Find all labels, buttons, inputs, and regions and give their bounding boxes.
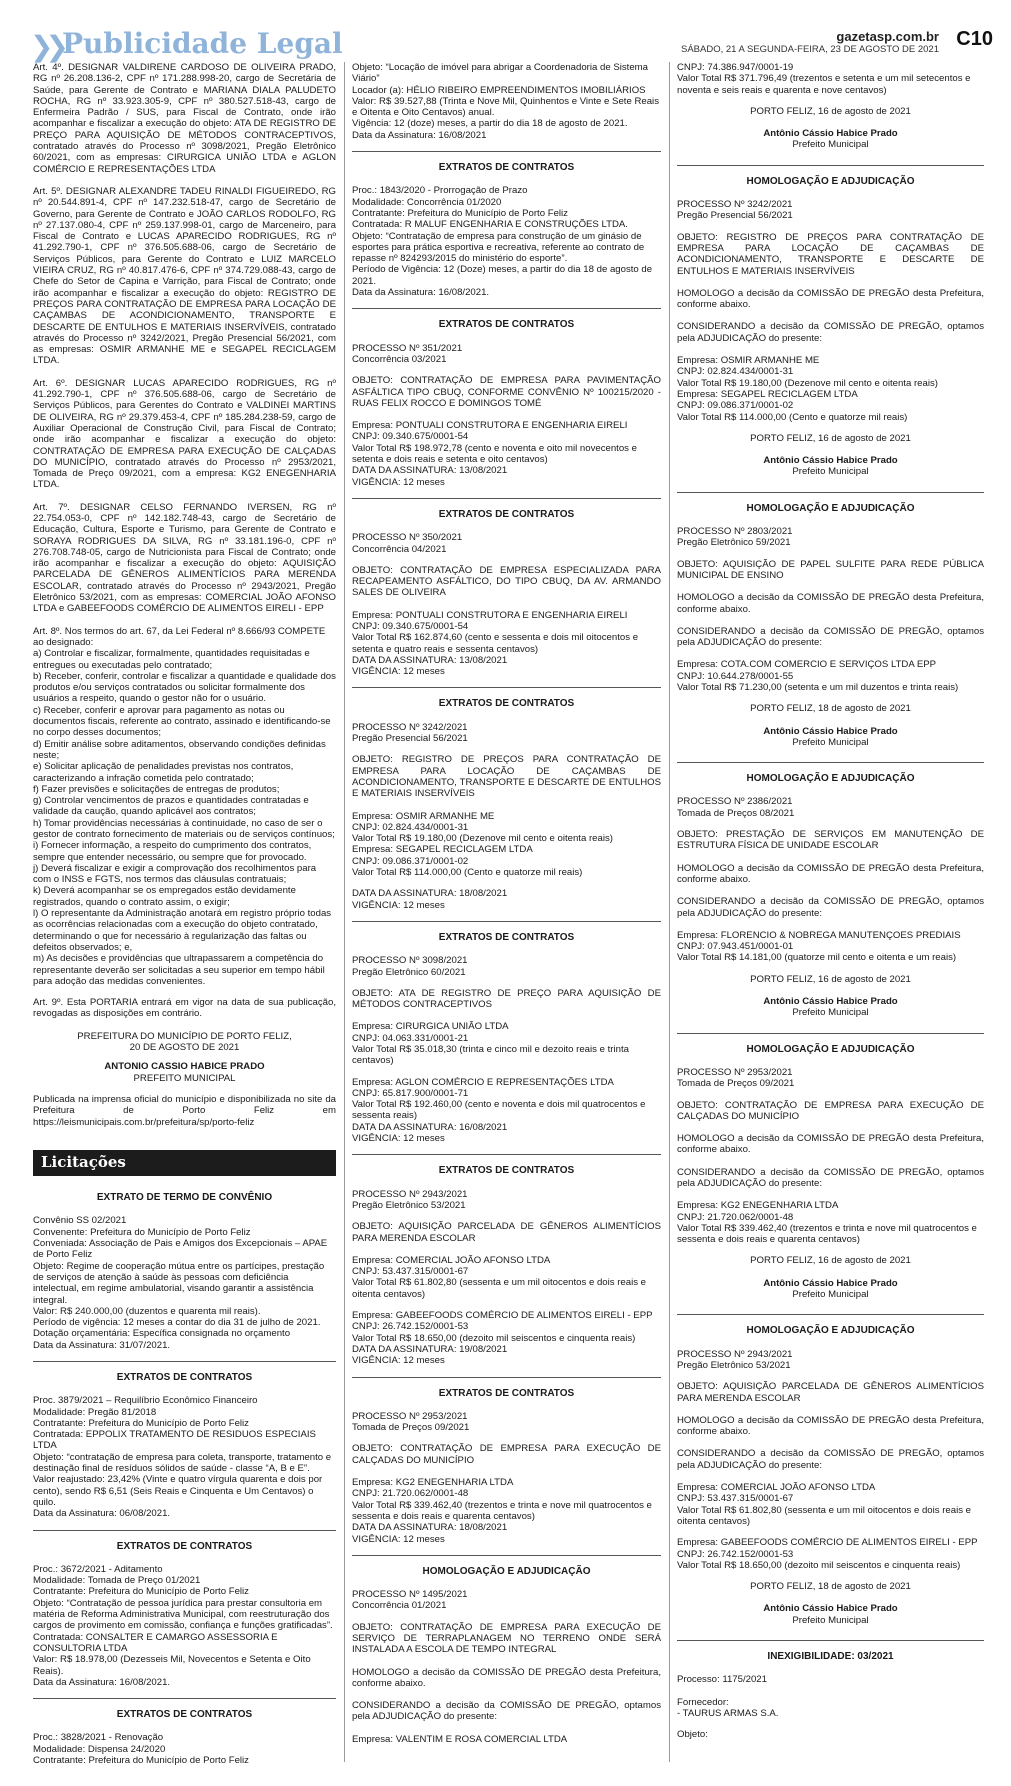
text-line: DATA DA ASSINATURA: 18/08/2021 [352, 888, 508, 900]
text-line: Proc.: 3672/2021 - Aditamento [33, 1563, 163, 1575]
section-heading: EXTRATO DE TERMO DE CONVÊNIO [96, 1192, 273, 1204]
objeto: OBJETO: AQUISIÇÃO DE PAPEL SULFITE PARA REDE PÚBLICA MUNICIPAL DE ENSINO [677, 558, 984, 581]
section-heading: HOMOLOGAÇÃO E ADJUDICAÇÃO [677, 1033, 984, 1055]
text-line: CNPJ: 53.437.315/0001-67 [677, 1493, 794, 1505]
text-line: PROCESSO Nº 3242/2021 [352, 721, 468, 733]
place-date: PORTO FELIZ, 16 de agosto de 2021 [750, 105, 911, 117]
process-id [352, 343, 661, 366]
column-3 [677, 62, 984, 1752]
text-line: PROCESSO Nº 1495/2021 [352, 1589, 468, 1601]
text-line: Dotação orçamentária: Específica consignada no orçamento [33, 1328, 291, 1340]
text-line: PROCESSO Nº 3242/2021 [677, 199, 793, 211]
considerando: CONSIDERANDO a decisão da COMISSÃO DE PREGÃO, optamos pela ADJUDICAÇÃO do presente: [677, 1448, 984, 1471]
text-line: CNPJ: 02.824.434/0001-31 [677, 366, 794, 378]
empresa-block [352, 1310, 661, 1366]
list-item: e) Solicitar aplicação de penalidades previstas nos contratos, caracterizando a infração cometida pelo contratado; [33, 761, 294, 784]
empresa-block [352, 610, 661, 678]
text-line: Empresa: SEGAPEL RECICLAGEM LTDA [352, 844, 533, 856]
text-line: Valor Total R$ 192.460,00 (cento e noventa e dois mil quatrocentos e sessenta reais) [352, 1099, 646, 1122]
empresa-block [677, 659, 984, 693]
section-heading: INEXIGIBILIDADE: 03/2021 [677, 1640, 984, 1662]
text-line: Valor: R$ 240.000,00 (duzentos e quarenta mil reais). [33, 1305, 261, 1317]
objeto: OBJETO: CONTRATAÇÃO DE EMPRESA PARA EXECUÇÃO DE CALÇADAS DO MUNICÍPIO [677, 1099, 984, 1122]
text-line: Empresa: COMERCIAL JOÃO AFONSO LTDA [677, 1482, 876, 1494]
process-id [352, 955, 661, 978]
text-line: Convenente: Prefeitura do Município de Porto Feliz [33, 1226, 251, 1238]
text-line: Tomada de Preços 09/2021 [677, 1078, 795, 1090]
text-line: Valor Total R$ 114.000,00 (Cento e quatorze mil reais) [677, 411, 908, 423]
text-line: Tomada de Preços 09/2021 [352, 1422, 470, 1434]
list-item: h) Tomar providências necessárias à continuidade, no caso de ser o gestor de contrato fornecimento de materiais ou de serviços contínuos; [33, 817, 335, 840]
objeto: Objeto: [677, 1729, 708, 1741]
text-line: Modalidade: Pregão 81/2018 [33, 1406, 157, 1418]
homologo: HOMOLOGO a decisão da COMISSÃO DE PREGÃO desta Prefeitura, conforme abaixo. [677, 1414, 984, 1438]
empresa-block [352, 1077, 661, 1145]
text-line: Empresa: GABEEFOODS COMÉRCIO DE ALIMENTOS EIRELI - EPP [352, 1310, 653, 1322]
section-heading: HOMOLOGAÇÃO E ADJUDICAÇÃO [677, 165, 984, 187]
text-line: Valor Total R$ 339.462,40 (trezentos e trinta e nove mil quatrocentos e sessenta e dois reais e quarenta centavos) [677, 1222, 977, 1246]
considerando: CONSIDERANDO a decisão da COMISSÃO DE PREGÃO, optamos pela ADJUDICAÇÃO do presente: [677, 1166, 984, 1189]
text-line: Proc. 3879/2021 – Requilíbrio Econômico Financeiro [33, 1395, 258, 1407]
section-heading: HOMOLOGAÇÃO E ADJUDICAÇÃO [677, 492, 984, 514]
text-line: CNPJ: 26.742.152/0001-53 [677, 1548, 794, 1560]
text-line: Empresa: SEGAPEL RECICLAGEM LTDA [677, 388, 858, 400]
list-item: d) Emitir análise sobre aditamentos, observando condições definidas neste; [33, 738, 326, 761]
text-line: Valor Total R$ 198.972,78 (cento e noventa e oito mil novecentos e setenta e dois reais e setenta e oito centavos) [352, 442, 637, 466]
article-8 [33, 626, 336, 988]
objeto: OBJETO: AQUISIÇÃO PARCELADA DE GÊNEROS ALIMENTÍCIOS PARA MERENDA ESCOLAR [677, 1381, 984, 1404]
section-heading: HOMOLOGAÇÃO E ADJUDICAÇÃO [352, 1555, 661, 1577]
text-line: Valor Total R$ 339.462,40 (trezentos e trinta e nove mil quatrocentos e sessenta e dois reais e quarenta centavos) [352, 1499, 652, 1522]
text-line: PROCESSO Nº 2953/2021 [677, 1066, 793, 1078]
text-line: Período de vigência: 12 meses a contar do dia 31 de julho de 2021. [33, 1317, 321, 1329]
empresa-block [677, 1482, 984, 1527]
text-line: PROCESSO Nº 2953/2021 [352, 1410, 468, 1422]
page-header [0, 0, 1011, 62]
homologo: HOMOLOGO a decisão da COMISSÃO DE PREGÃO desta Prefeitura, conforme abaixo. [352, 1666, 661, 1689]
signer-role: Prefeito Municipal [792, 139, 869, 151]
mayor-name: ANTONIO CASSIO HABICE PRADO [104, 1061, 265, 1073]
section-heading: EXTRATOS DE CONTRATOS [352, 1154, 661, 1176]
text-line: Data da Assinatura: 16/08/2021. [352, 287, 490, 299]
process-id [677, 796, 984, 819]
text-line: Vigência: 12 (doze) meses, a partir do dia 18 de agosto de 2021. [352, 118, 628, 130]
list-item: k) Deverá acompanhar se os empregados estão devidamente registrados, quando o contrato assim, o exigir; [33, 885, 296, 908]
objeto: OBJETO: CONTRATAÇÃO DE EMPRESA PARA EXECUÇÃO DE CALÇADAS DO MUNICÍPIO [352, 1443, 661, 1466]
text-line: VIGÊNCIA: 12 meses [352, 1355, 445, 1367]
text-line: Pregão Eletrônico 53/2021 [677, 1359, 791, 1371]
objeto: OBJETO: ATA DE REGISTRO DE PREÇO PARA AQUISIÇÃO DE MÉTODOS CONTRACEPTIVOS [352, 987, 661, 1011]
text-line: Empresa: COTA.COM COMERCIO E SERVIÇOS LTDA EPP [677, 659, 937, 671]
text-line: Valor Total R$ 61.802,80 (sessenta e um mil oitocentos e dois reais e oitenta centavos) [352, 1277, 647, 1300]
list-item: a) Controlar e fiscalizar, formalmente, quantidades requisitadas e entregues ou executadas pelo contratado; [33, 648, 310, 671]
article-5: Art. 5º. DESIGNAR ALEXANDRE TADEU RINALDI FIGUEIREDO, RG nº 20.544.891-4, CPF nº 147.232.518-47, cargo de Secretário de Governo, para Gerente de Contrato e JOÃO CARLOS RODOLFO, RG nº 27.137.080-4, CPF nº 259.137.998-01, cargo de Marceneiro, para Fiscal de Contrato e LUCAS APARECIDO RODRIGUES, RG nº 41.292.790-1, CPF nº 376.505.688-06, cargo de Secretário de Serviços Públicos, para Gerente do Contrato e LUIZ MARCELO VIEIRA CRUZ, RG nº 40.817.476-6, CPF nº 374.729.088-43, cargo de Chefe do Setor de Capina e Varrição, para Fiscal de Contrato; onde irão acompanhar e fiscalizar a execução do objeto: REGISTRO DE PREÇOS PARA CONTRATAÇÃO DE EMPRESA PARA LOCAÇÃO DE CAÇAMBAS DE ACONDICIONAMENTO, TRANSPORTE E DESCARTE DE ENTULHOS E MATERIAIS INSERVÍVEIS, contratado através do Processo nº 3242/2021, Pregão Presencial 56/2021, com as empresas: OSMIR ARMANHE ME e SEGAPEL RECICLAGEM LTDA. [33, 185, 336, 367]
publication-note: Publicada na imprensa oficial do município e disponibilizada no site da Prefeitura de Porto Feliz em https://leismunicipais.com.br/prefeitura/sp/porto-feliz [33, 1093, 336, 1128]
text-line: CNPJ: 09.086.371/0001-02 [677, 400, 794, 412]
signature-date [352, 888, 661, 911]
empresa-block [352, 1255, 661, 1300]
signer-name: Antônio Cássio Habice Prado [763, 1277, 898, 1289]
considerando: CONSIDERANDO a decisão da COMISSÃO DE PREGÃO, optamos pela ADJUDICAÇÃO do presente: [677, 625, 984, 649]
text-line: Concorrência 01/2021 [352, 1600, 447, 1612]
text-line: Contratada: R MALUF ENGENHARIA E CONSTRUÇÕES LTDA. [352, 219, 628, 231]
prefeitura-line: PREFEITURA DO MUNICÍPIO DE PORTO FELIZ, [77, 1030, 292, 1042]
objeto: OBJETO: AQUISIÇÃO PARCELADA DE GÊNEROS ALIMENTÍCIOS PARA MERENDA ESCOLAR [352, 1221, 661, 1244]
text-line: Modalidade: Tomada de Preço 01/2021 [33, 1575, 201, 1587]
section-heading: EXTRATOS DE CONTRATOS [33, 1698, 336, 1720]
extrato-block [33, 1564, 336, 1688]
empresa-block [352, 420, 661, 488]
signature [677, 1603, 984, 1626]
article-8-intro: Art. 8º. Nos termos do art. 67, da Lei Federal nº 8.666/93 COMPETE ao designado: [33, 625, 326, 648]
text-line: Valor Total R$ 114.000,00 (Cento e quatorze mil reais) [352, 867, 583, 879]
text-line: DATA DA ASSINATURA: 13/08/2021 [352, 465, 508, 477]
text-line: Valor Total R$ 19.180,00 (Dezenove mil cento e oitenta reais) [677, 377, 938, 389]
section-heading: EXTRATOS DE CONTRATOS [352, 921, 661, 943]
section-heading: EXTRATOS DE CONTRATOS [33, 1361, 336, 1383]
text-line: Empresa: PONTUALI CONSTRUTORA E ENGENHARIA EIRELI [352, 420, 628, 432]
text-line: Valor: R$ 18.978,00 (Dezesseis Mil, Novecentos e Setenta e Oito Reais). [33, 1654, 311, 1677]
process-id [352, 1189, 661, 1212]
column-divider [344, 62, 345, 1762]
text-line: Objeto: “Contratação de pessoa jurídica para prestar consultoria em matéria de Reforma Administrativa Municipal, com reestruturação dos cargos de provimento em comissão, confiança e funções gratificadas”. [33, 1597, 333, 1632]
text-line: VIGÊNCIA: 12 meses [352, 899, 445, 911]
text-line: PROCESSO Nº 350/2021 [352, 532, 463, 544]
homologo: HOMOLOGO a decisão da COMISSÃO DE PREGÃO desta Prefeitura, conforme abaixo. [677, 592, 984, 615]
process-id [352, 722, 661, 745]
text-line: Valor Total R$ 14.181,00 (quatorze mil cento e oitenta e um reais) [677, 952, 957, 964]
signer-role: Prefeito Municipal [792, 736, 869, 748]
objeto: OBJETO: REGISTRO DE PREÇOS PARA CONTRATAÇÃO DE EMPRESA PARA LOCAÇÃO DE CAÇAMBAS DE ACONDICIONAMENTO, TRANSPORTE E DESCARTE DE ENTULHOS E MATERIAIS INSERVÍVEIS [677, 231, 984, 277]
text-line: Modalidade: Concorrência 01/2020 [352, 196, 502, 208]
text-line: Valor Total R$ 371.796,49 (trezentos e setenta e um mil setecentos e noventa e seis reais e quarenta e nove centavos) [677, 73, 971, 96]
text-line: Concorrência 04/2021 [352, 543, 447, 555]
homologo: HOMOLOGO a decisão da COMISSÃO DE PREGÃO desta Prefeitura, conforme abaixo. [677, 862, 984, 885]
text-line: Pregão Eletrônico 59/2021 [677, 537, 791, 549]
article-7: Art. 7º. DESIGNAR CELSO FERNANDO IVERSEN, RG nº 22.754.053-0, CPF nº 142.182.748-43, cargo de Secretário de Educação, Cultura, Esporte e Turismo, para Gerente de Contrato e SORAYA RODRIGUES DA SILVA, RG nº 33.181.196-0, CPF nº 276.708.748-05, cargo de Nutricionista para Fiscal de Contrato; onde irão acompanhar e fiscalizar a execução do objeto: AQUISIÇÃO PARCELADA DE GÊNEROS ALIMENTÍCIOS PARA MERENDA ESCOLAR, contratado através do Processo nº 2943/2021, Pregão Eletrônico 53/2021, com as empresas: COMERCIAL JOÃO AFONSO LTDA e GABEEFOODS COMÉRCIO DE ALIMENTOS EIRELI - EPP [33, 501, 336, 615]
text-line: DATA DA ASSINATURA: 18/08/2021 [352, 1522, 508, 1534]
text-line: Empresa: KG2 ENEGENHARIA LTDA [352, 1477, 514, 1489]
text-line: Data da Assinatura: 31/07/2021. [33, 1339, 171, 1351]
signer-role: Prefeito Municipal [792, 466, 869, 478]
process-id [677, 199, 984, 222]
place-date: PORTO FELIZ, 16 de agosto de 2021 [750, 432, 911, 444]
text-line: Empresa: KG2 ENEGENHARIA LTDA [677, 1200, 839, 1212]
considerando: CONSIDERANDO a decisão da COMISSÃO DE PREGÃO, optamos pela ADJUDICAÇÃO do presente: [677, 896, 984, 919]
text-line: CNPJ: 07.943.451/0001-01 [677, 941, 794, 953]
text-line: CNPJ: 53.437.315/0001-67 [352, 1266, 469, 1278]
empresa-block [677, 355, 984, 423]
section-heading: HOMOLOGAÇÃO E ADJUDICAÇÃO [677, 1314, 984, 1336]
text-line: CNPJ: 21.720.062/0001-48 [677, 1211, 794, 1223]
place-date: PORTO FELIZ, 18 de agosto de 2021 [750, 703, 911, 715]
section-heading: EXTRATOS DE CONTRATOS [352, 308, 661, 330]
section-heading: EXTRATOS DE CONTRATOS [352, 151, 661, 173]
objeto: OBJETO: CONTRATAÇÃO DE EMPRESA PARA EXECUÇÃO DE SERVIÇO DE TERRAPLANAGEM NO TERRENO ONDE SERÁ INSTALADA A ESCOLA DE TEMPO INTEGRAL [352, 1621, 661, 1656]
text-line: Objeto: “Contratação de empresa para construção de um ginásio de esportes para prática esportiva e recreativa, referente ao contrato de repasse nº 824293/2015 do ministério do esporte”. [352, 230, 645, 265]
section-heading: HOMOLOGAÇÃO E ADJUDICAÇÃO [677, 762, 984, 784]
empresa-block [677, 1537, 984, 1571]
list-item: g) Controlar vencimentos de prazos e quantidades contratadas e validade da caução, quando aplicável aos contratos; [33, 795, 309, 818]
text-line: Empresa: GABEEFOODS COMÉRCIO DE ALIMENTOS EIRELI - EPP [677, 1537, 978, 1549]
text-line: Fornecedor: [677, 1696, 729, 1708]
article-6: Art. 6º. DESIGNAR LUCAS APARECIDO RODRIGUES, RG nº 41.292.790-1, CPF nº 376.505.688-06, cargo de Secretário de Serviços Públicos, para Gerentes do Contrato e VALDINEI MARTINS DE OLIVEIRA, RG nº 29.379.453-4, CPF nº 185.284.238-59, cargo de Auxiliar Operacional de Construção Civil, para Fiscal de Contrato; onde irão acompanhar e fiscalizar a execução do objeto: CONTRATAÇÃO DE EMPRESA PARA EXECUÇÃO DE CALÇADAS DO MUNICÍPIO, contratado através do Processo nº 2953/2021, Tomada de Preço 09/2021, com a empresa: KG2 ENEGENHARIA LTDA. [33, 377, 336, 491]
page-number: C10 [956, 28, 993, 50]
text-line: Valor reajustado: 23,42% (Vinte e quatro vírgula quarenta e dois por cento), sendo R$ 6,51 (Seis Reais e Cinquenta e Um Centavos) o quilo. [33, 1474, 323, 1508]
section-heading: EXTRATOS DE CONTRATOS [33, 1530, 336, 1552]
process-id [352, 532, 661, 555]
homologo: HOMOLOGO a decisão da COMISSÃO DE PREGÃO desta Prefeitura, conforme abaixo. [677, 1133, 984, 1156]
text-line: Proc.: 1843/2020 - Prorrogação de Prazo [352, 185, 528, 197]
process-id [677, 1349, 984, 1372]
signature [677, 996, 984, 1019]
text-line: Contratada: CONSALTER E CAMARGO ASSESSORIA E CONSULTORIA LTDA [33, 1631, 278, 1654]
text-line: Data da Assinatura: 16/08/2021 [352, 129, 487, 141]
edition-date: SÁBADO, 21 A SEGUNDA-FEIRA, 23 DE AGOSTO DE 2021 [680, 44, 939, 55]
text-line: Tomada de Preços 08/2021 [677, 807, 795, 819]
text-line: Concorrência 03/2021 [352, 353, 447, 365]
process-id [677, 526, 984, 549]
text-line: Empresa: CIRURGICA UNIÃO LTDA [352, 1021, 509, 1033]
empresa-block [677, 1200, 984, 1245]
text-line: Empresa: AGLON COMÉRCIO E REPRESENTAÇÕES LTDA [352, 1076, 614, 1088]
column-2 [352, 62, 661, 1756]
text-line: CNPJ: 74.386.947/0001-19 [677, 62, 794, 73]
text-line: Valor Total R$ 35.018,30 (trinta e cinco mil e dezoito reais e trinta centavos) [352, 1044, 629, 1067]
empresa: Empresa: VALENTIM E ROSA COMERCIAL LTDA [352, 1733, 568, 1745]
text-line: Convênio SS 02/2021 [33, 1215, 127, 1227]
text-line: Pregão Presencial 56/2021 [352, 733, 468, 745]
article-9: Art. 9º. Esta PORTARIA entrará em vigor na data de sua publicação, revogadas as disposições em contrário. [33, 997, 336, 1020]
text-line: VIGÊNCIA: 12 meses [352, 476, 445, 488]
processo: Processo: 1175/2021 [677, 1674, 767, 1686]
signer-name: Antônio Cássio Habice Prado [763, 128, 898, 140]
text-line: CNPJ: 65.817.900/0001-71 [352, 1087, 469, 1099]
convenio-block [33, 1215, 336, 1351]
empresa-block [352, 1477, 661, 1545]
signer-name: Antônio Cássio Habice Prado [763, 725, 898, 737]
text-line: Valor Total R$ 18.650,00 (dezoito mil seiscentos e cinquenta reais) [352, 1332, 636, 1344]
empresa-block [352, 811, 661, 879]
place-date: PORTO FELIZ, 18 de agosto de 2021 [750, 1581, 911, 1593]
text-line: Locador (a): HÉLIO RIBEIRO EMPREENDIMENTOS IMOBILIÁRIOS [352, 84, 646, 96]
signer-role: Prefeito Municipal [792, 1289, 869, 1301]
place-date: PORTO FELIZ, 16 de agosto de 2021 [750, 973, 911, 985]
signature [677, 455, 984, 478]
text-line: PROCESSO Nº 2803/2021 [677, 526, 793, 538]
text-line: Período de Vigência: 12 (Doze) meses, a partir do dia 18 de agosto de 2021. [352, 264, 653, 287]
text-line: CNPJ: 10.644.278/0001-55 [677, 670, 794, 682]
objeto: OBJETO: CONTRATAÇÃO DE EMPRESA ESPECIALIZADA PARA RECAPEAMENTO ASFÁLTICO, DO TIPO CBUQ, DA AV. ARMANDO SALES DE OLIVEIRA [352, 564, 661, 599]
text-line: CNPJ: 09.340.675/0001-54 [352, 620, 469, 632]
text-line: VIGÊNCIA: 12 meses [352, 1133, 445, 1145]
text-line: Empresa: FLORENCIO & NOBREGA MANUTENÇOES PREDIAIS [677, 929, 961, 941]
signer-name: Antônio Cássio Habice Prado [763, 1603, 898, 1615]
signature [677, 726, 984, 749]
licitacoes-header: Licitações [33, 1150, 336, 1176]
text-line: DATA DA ASSINATURA: 19/08/2021 [352, 1343, 508, 1355]
process-id [352, 1411, 661, 1434]
list-item: c) Receber, conferir e aprovar para pagamento as notas ou documentos fiscais, referente ao contrato, assinado e identificando-se no corpo desses documentos; [33, 704, 331, 739]
text-line: Data da Assinatura: 16/08/2021. [33, 1676, 171, 1688]
text-line: Contratante: Prefeitura do Município de Porto Feliz [33, 1586, 249, 1598]
signer-role: Prefeito Municipal [792, 1614, 869, 1626]
text-line: DATA DA ASSINATURA: 16/08/2021 [352, 1121, 508, 1133]
text-line: Pregão Eletrônico 60/2021 [352, 966, 466, 978]
text-line: CNPJ: 09.340.675/0001-54 [352, 431, 469, 443]
extrato-block [352, 185, 661, 298]
text-line: Objeto: “contratação de empresa para coleta, transporte, tratamento e destinação final de resíduos sólidos de saúde - classe “A, B e E”. [33, 1451, 332, 1475]
text-line: Contratante: Prefeitura do Município de Porto Feliz [33, 1417, 249, 1429]
considerando: CONSIDERANDO a decisão da COMISSÃO DE PREGÃO, optamos pela ADJUDICAÇÃO do presente: [352, 1700, 661, 1723]
text-line: CNPJ: 04.063.331/0001-21 [352, 1032, 469, 1044]
column-divider [669, 62, 670, 1762]
text-line: - TAURUS ARMAS S.A. [677, 1707, 779, 1719]
fornecedor [677, 1697, 984, 1720]
text-line: Empresa: OSMIR ARMANHE ME [677, 355, 820, 367]
text-line: Pregão Eletrônico 53/2021 [352, 1199, 466, 1211]
article-4: Art. 4º. DESIGNAR VALDIRENE CARDOSO DE OLIVEIRA PRADO, RG nº 26.208.136-2, CPF nº 171.288.998-20, cargo de Secretária de Saúde, para Gerente de Contrato e MARIANA DIALA PALUDETO ROCHA, RG nº 33.923.305-9, CPF nº 380.527.518-43, cargo de Enfermeira Padrão / SUS, para Fiscal de Contrato, onde irão acompanhar e fiscalizar a execução do objeto: ATA DE REGISTRO DE PREÇO PARA AQUISIÇÃO DE MÉTODOS CONTRACEPTIVOS, contratado através do Processo nº 3098/2021, Pregão Eletrônico 60/2021, com as empresas: CIRURGICA UNIÃO LTDA e AGLON COMÉRCIO E REPRESENTAÇÕES LTDA [33, 62, 336, 175]
text-line: Valor: R$ 39.527,88 (Trinta e Nove Mil, Quinhentos e Vinte e Sete Reais e Oitenta e Oito Centavos) anual. [352, 95, 659, 119]
section-title: Publicidade Legal [62, 27, 343, 60]
text-line: Contratante: Prefeitura do Município de Porto Feliz [352, 207, 568, 219]
text-line: DATA DA ASSINATURA: 13/08/2021 [352, 654, 508, 666]
mayor-signature [33, 1061, 336, 1084]
mayor-title: PREFEITO MUNICIPAL [133, 1072, 236, 1084]
list-item: l) O representante da Administração anotará em registro próprio todas as ocorrências relacionadas com a execução do objeto contratado, determinando o que for necessário à regularização das faltas ou defeitos observados; e, [33, 908, 332, 953]
text-line: Objeto: Regime de cooperação mútua entre os partícipes, prestação de serviços de atenção à saúde às pessoas com deficiência intelectual, em regime ambulatorial, visando garantir a assistência integral. [33, 1260, 325, 1306]
section-heading: EXTRATOS DE CONTRATOS [352, 1377, 661, 1399]
objeto: OBJETO: PRESTAÇÃO DE SERVIÇOS EM MANUTENÇÃO DE ESTRUTURA FÍSICA DE UNIDADE ESCOLAR [677, 829, 984, 852]
text-line: Valor Total R$ 61.802,80 (sessenta e um mil oitocentos e dois reais e oitenta centavos) [677, 1504, 972, 1527]
signature [677, 1278, 984, 1301]
list-item: f) Fazer previsões e solicitações de entregas de produtos; [33, 783, 280, 795]
process-id [677, 1067, 984, 1090]
double-chevron-icon: ❯❯ [30, 30, 61, 63]
text-line: CNPJ: 02.824.434/0001-31 [352, 821, 469, 833]
extrato-continuation [352, 62, 661, 141]
section-heading: EXTRATOS DE CONTRATOS [352, 687, 661, 709]
text-line: PROCESSO Nº 3098/2021 [352, 955, 468, 967]
text-line: Contratante: Prefeitura do Município de Porto Feliz [33, 1755, 249, 1766]
empresa-block [677, 930, 984, 964]
text-line: Valor Total R$ 18.650,00 (dezoito mil seiscentos e cinquenta reais) [677, 1559, 961, 1571]
text-line: VIGÊNCIA: 12 meses [352, 666, 445, 678]
considerando: CONSIDERANDO a decisão da COMISSÃO DE PREGÃO, optamos pela ADJUDICAÇÃO do presente: [677, 321, 984, 344]
text-line: PROCESSO Nº 351/2021 [352, 342, 463, 354]
text-line: PROCESSO Nº 2943/2021 [677, 1348, 793, 1360]
text-line: Valor Total R$ 162.874,60 (cento e sessenta e dois mil oitocentos e setenta e quatro reais e sessenta centavos) [352, 632, 639, 655]
prefeitura-date: 20 DE AGOSTO DE 2021 [129, 1042, 240, 1054]
text-line: Proc.: 3828/2021 - Renovação [33, 1732, 164, 1744]
text-line: VIGÊNCIA: 12 meses [352, 1533, 445, 1545]
objeto: OBJETO: CONTRATAÇÃO DE EMPRESA PARA PAVIMENTAÇÃO ASFÁLTICA TIPO CBUQ, CONFORME CONVÊNIO Nº 100215/2020 - RUAS FELIX ROCCO E DOMINGOS TOMÉ [352, 375, 661, 409]
empresa-block [352, 1021, 661, 1066]
text-line: CNPJ: 21.720.062/0001-48 [352, 1488, 469, 1500]
text-line: CNPJ: 26.742.152/0001-53 [352, 1321, 469, 1333]
text-line: Modalidade: Dispensa 24/2020 [33, 1743, 166, 1755]
text-line: Valor Total R$ 71.230,00 (setenta e um mil duzentos e trinta reais) [677, 681, 959, 693]
objeto: OBJETO: REGISTRO DE PREÇOS PARA CONTRATAÇÃO DE EMPRESA PARA LOCAÇÃO DE CAÇAMBAS DE ACONDICIONAMENTO, TRANSPORTE E DESCARTE DE ENTULHOS E MATERIAIS INSERVÍVEIS [352, 754, 661, 800]
section-heading: EXTRATOS DE CONTRATOS [352, 498, 661, 520]
process-id [352, 1589, 661, 1612]
prefeitura-signature [33, 1031, 336, 1054]
site-name[interactable]: gazetasp.com.br [836, 29, 939, 44]
signer-name: Antônio Cássio Habice Prado [763, 996, 898, 1008]
text-line: Empresa: OSMIR ARMANHE ME [352, 810, 495, 822]
text-line: Objeto: “Locação de imóvel para abrigar a Coordenadoria de Sistema Viário” [352, 62, 648, 85]
list-item: i) Fornecer informação, a respeito do cumprimento dos contratos, sempre que entender necessário, ou sempre que for provocado. [33, 840, 312, 863]
place-date: PORTO FELIZ, 16 de agosto de 2021 [750, 1255, 911, 1267]
text-line: CNPJ: 09.086.371/0001-02 [352, 855, 469, 867]
text-line: Contratada: EPPOLIX TRATAMENTO DE RESIDUOS ESPECIAIS LTDA [33, 1429, 316, 1452]
signature [677, 128, 984, 151]
text-line: Pregão Presencial 56/2021 [677, 210, 793, 222]
text-line: Conveniada: Associação de Pais e Amigos dos Excepcionais – APAE de Porto Feliz [33, 1238, 328, 1261]
text-line: Empresa: COMERCIAL JOÃO AFONSO LTDA [352, 1254, 551, 1266]
extrato-block [33, 1732, 336, 1766]
extrato-block [33, 1395, 336, 1519]
list-item: m) As decisões e providências que ultrapassarem a competência do representante deverão ser solicitadas a seu superior em tempo hábil para adoção das medidas convenientes. [33, 953, 325, 987]
signer-role: Prefeito Municipal [792, 1007, 869, 1019]
continuation [677, 62, 984, 96]
text-line: Empresa: PONTUALI CONSTRUTORA E ENGENHARIA EIRELI [352, 609, 628, 621]
homologo: HOMOLOGO a decisão da COMISSÃO DE PREGÃO desta Prefeitura, conforme abaixo. [677, 287, 984, 311]
column-1 [33, 62, 336, 1776]
list-item: j) Deverá fiscalizar e exigir a comprovação dos recolhimentos para com o INSS e FGTS, nos termos das cláusulas contratuais; [33, 862, 317, 886]
list-item: b) Receber, conferir, controlar e fiscalizar a quantidade e qualidade dos produtos e/ou serviços contratados ou solicitar formalmente dos usuários a respeito, quando o gestor não for o usuário. [33, 670, 336, 705]
text-line: PROCESSO Nº 2386/2021 [677, 796, 793, 808]
text-line: Valor Total R$ 19.180,00 (Dezenove mil cento e oitenta reais) [352, 833, 613, 845]
text-line: Data da Assinatura: 06/08/2021. [33, 1508, 171, 1520]
text-line: PROCESSO Nº 2943/2021 [352, 1188, 468, 1200]
signer-name: Antônio Cássio Habice Prado [763, 455, 898, 467]
